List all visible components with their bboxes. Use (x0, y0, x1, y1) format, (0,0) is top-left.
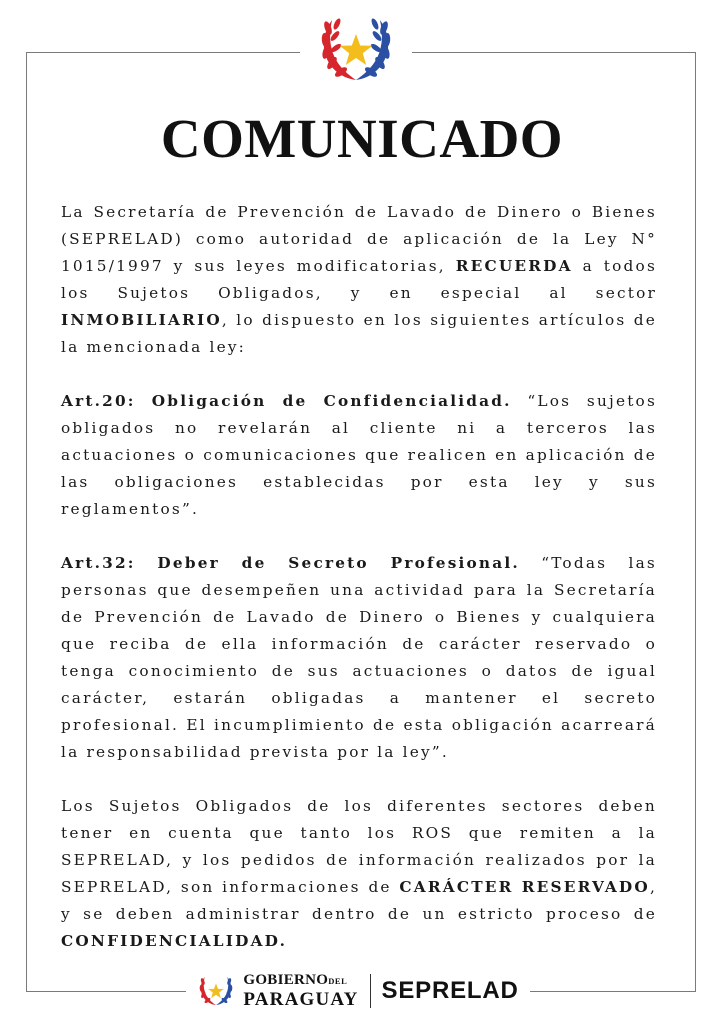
gobierno-paraguay-logo-icon (197, 974, 235, 1008)
closing-paragraph (61, 793, 657, 955)
article-32-text: “Todas las personas que desempeñen una actividad para la Secretaría de Prevención de Lavado de Dinero o Bienes y cualquiera que reciba de ella información de carácter reservado o tenga conocimiento de sus actuaciones o datos de igual carácter, estarán obligadas a mantener el secreto profesional. El incumplimiento de esta obligación acarreará la responsabilidad prevista por la ley”. (61, 554, 657, 761)
article-20-text: “Los sujetos obligados no revelarán al cliente ni a terceros las actuaciones o comunicaciones que realicen en aplicación de las obligaciones establecidas por esta ley y sus reglamentos”. (61, 392, 657, 518)
gobierno-paraguay-wordmark (243, 973, 358, 1009)
intro-bold-recuerda: RECUERDA (455, 257, 573, 275)
intro-paragraph (61, 199, 657, 361)
article-20-paragraph (61, 388, 657, 523)
gobierno-paraguay-logo (197, 973, 358, 1009)
intro-bold-inmobiliario: INMOBILIARIO (61, 311, 222, 329)
closing-text-1: Los Sujetos Obligados de los diferentes sectores deben tener en cuenta que tanto los ROS que remiten a la SEPRELAD, y los pedidos de información realizados por la SEPRELAD, son informaciones de (61, 797, 657, 896)
seprelad-logo-text: SEPRELAD (381, 977, 519, 1004)
page-title: COMUNICADO (160, 108, 564, 169)
intro-text-2: a todos los Sujetos Obligados, y en especial al sector (61, 257, 657, 302)
top-emblem (300, 10, 412, 90)
del-text: DEL (328, 976, 348, 986)
paraguay-text: PARAGUAY (243, 989, 359, 1010)
footer-logos (186, 962, 530, 1020)
closing-text-2: , y se deben administrar dentro de un estricto proceso de (61, 878, 657, 923)
closing-bold-caracter-reservado: CARÁCTER RESERVADO (399, 878, 650, 896)
intro-text-3: , lo dispuesto en los siguientes artículos de la mencionada ley: (61, 311, 657, 356)
footer-divider (370, 974, 371, 1008)
communique-body (61, 199, 657, 982)
paraguay-emblem-icon (316, 14, 396, 86)
closing-bold-confidencialidad: CONFIDENCIALIDAD. (61, 932, 288, 950)
intro-text-1: La Secretaría de Prevención de Lavado de Dinero o Bienes (SEPRELAD) como autoridad de aplicación de la Ley N° 1015/1997 y sus leyes modificatorias, (61, 203, 657, 275)
gobierno-text: GOBIERNO (243, 972, 329, 988)
article-20-heading: Art.20: Obligación de Confidencialidad. (61, 392, 512, 410)
article-32-heading: Art.32: Deber de Secreto Profesional. (61, 554, 520, 572)
article-32-paragraph (61, 550, 657, 766)
